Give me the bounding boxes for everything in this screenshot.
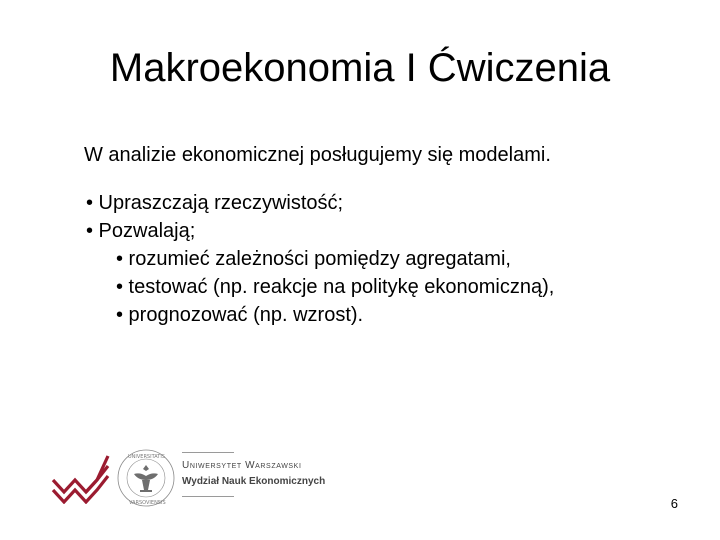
- seal-bottom-text: VARSOVIENSIS: [129, 500, 166, 506]
- university-name: Uniwersytet Warszawski: [182, 460, 302, 471]
- faculty-name: Wydział Nauk Ekonomicznych: [182, 476, 326, 487]
- page-number: 6: [670, 496, 678, 511]
- sub-bullet-item: • rozumieć zależności pomiędzy agregatami,: [116, 248, 511, 270]
- bullet-item: • Pozwalają;: [86, 220, 196, 242]
- intro-text: W analizie ekonomicznej posługujemy się modelami.: [84, 144, 551, 166]
- faculty-mark-icon: [50, 452, 110, 504]
- sub-bullet-item: • testować (np. reakcje na politykę ekonomiczną),: [116, 276, 555, 298]
- sub-bullet-item: • prognozować (np. wzrost).: [116, 304, 364, 326]
- bullet-item: • Upraszczają rzeczywistość;: [86, 192, 344, 214]
- logo-top-rule: [182, 452, 234, 453]
- slide-title: Makroekonomia I Ćwiczenia: [109, 46, 611, 90]
- logo-bottom-rule: [182, 496, 234, 497]
- bullet-list: [86, 189, 554, 329]
- university-seal-icon: [116, 446, 176, 510]
- faculty-logo: [50, 446, 370, 510]
- seal-top-text: UNIVERSITATIS: [128, 454, 165, 460]
